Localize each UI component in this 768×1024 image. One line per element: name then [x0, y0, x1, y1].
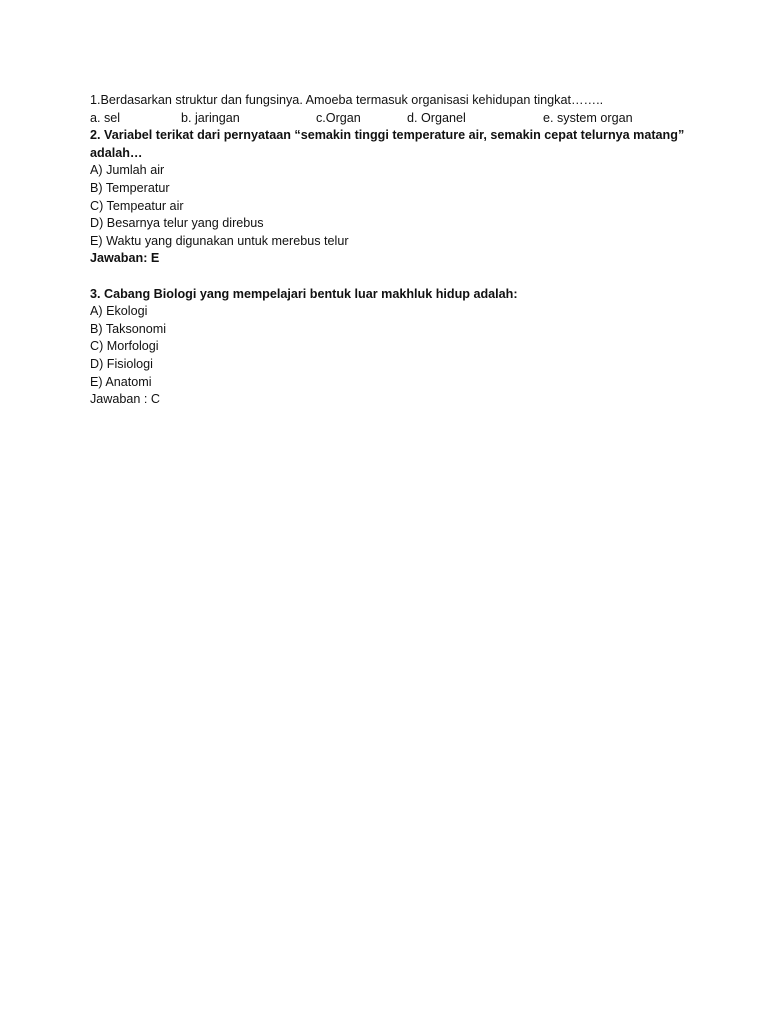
question-1-text: 1.Berdasarkan struktur dan fungsinya. Amoeba termasuk organisasi kehidupan tingkat…….. [90, 93, 604, 107]
question-3-text: 3. Cabang Biologi yang mempelajari bentuk luar makhluk hidup adalah: [90, 286, 518, 301]
question-3-option-d: D) Fisiologi [90, 356, 153, 371]
question-1-option-c: c.Organ [316, 110, 361, 125]
question-2-option-a: A) Jumlah air [90, 163, 165, 178]
question-3-answer: Jawaban : C [90, 392, 161, 407]
question-1-option-a: a. sel [90, 110, 121, 125]
question-1-option-d: d. Organel [407, 110, 466, 125]
question-3-option-a: A) Ekologi [90, 304, 148, 319]
question-2-answer: Jawaban: E [90, 251, 160, 266]
question-2-text-line-1: 2. Variabel terikat dari pernyataan “semakin tinggi temperature air, semakin cepat telurnya matang” [90, 128, 685, 143]
question-2-text-line-2: adalah… [90, 145, 143, 160]
question-2-option-b: B) Temperatur [90, 180, 170, 195]
question-3-option-c: C) Morfologi [90, 339, 159, 354]
question-1-options [90, 110, 690, 128]
question-2-option-e: E) Waktu yang digunakan untuk merebus telur [90, 233, 349, 248]
question-1-option-e: e. system organ [543, 110, 633, 125]
blank-line [90, 268, 690, 286]
question-2-option-c: C) Tempeatur air [90, 198, 184, 213]
question-1-option-b: b. jaringan [181, 110, 240, 125]
question-2-option-d: D) Besarnya telur yang direbus [90, 216, 264, 231]
document-page [90, 92, 690, 409]
question-3-option-b: B) Taksonomi [90, 321, 167, 336]
question-3-option-e: E) Anatomi [90, 374, 152, 389]
